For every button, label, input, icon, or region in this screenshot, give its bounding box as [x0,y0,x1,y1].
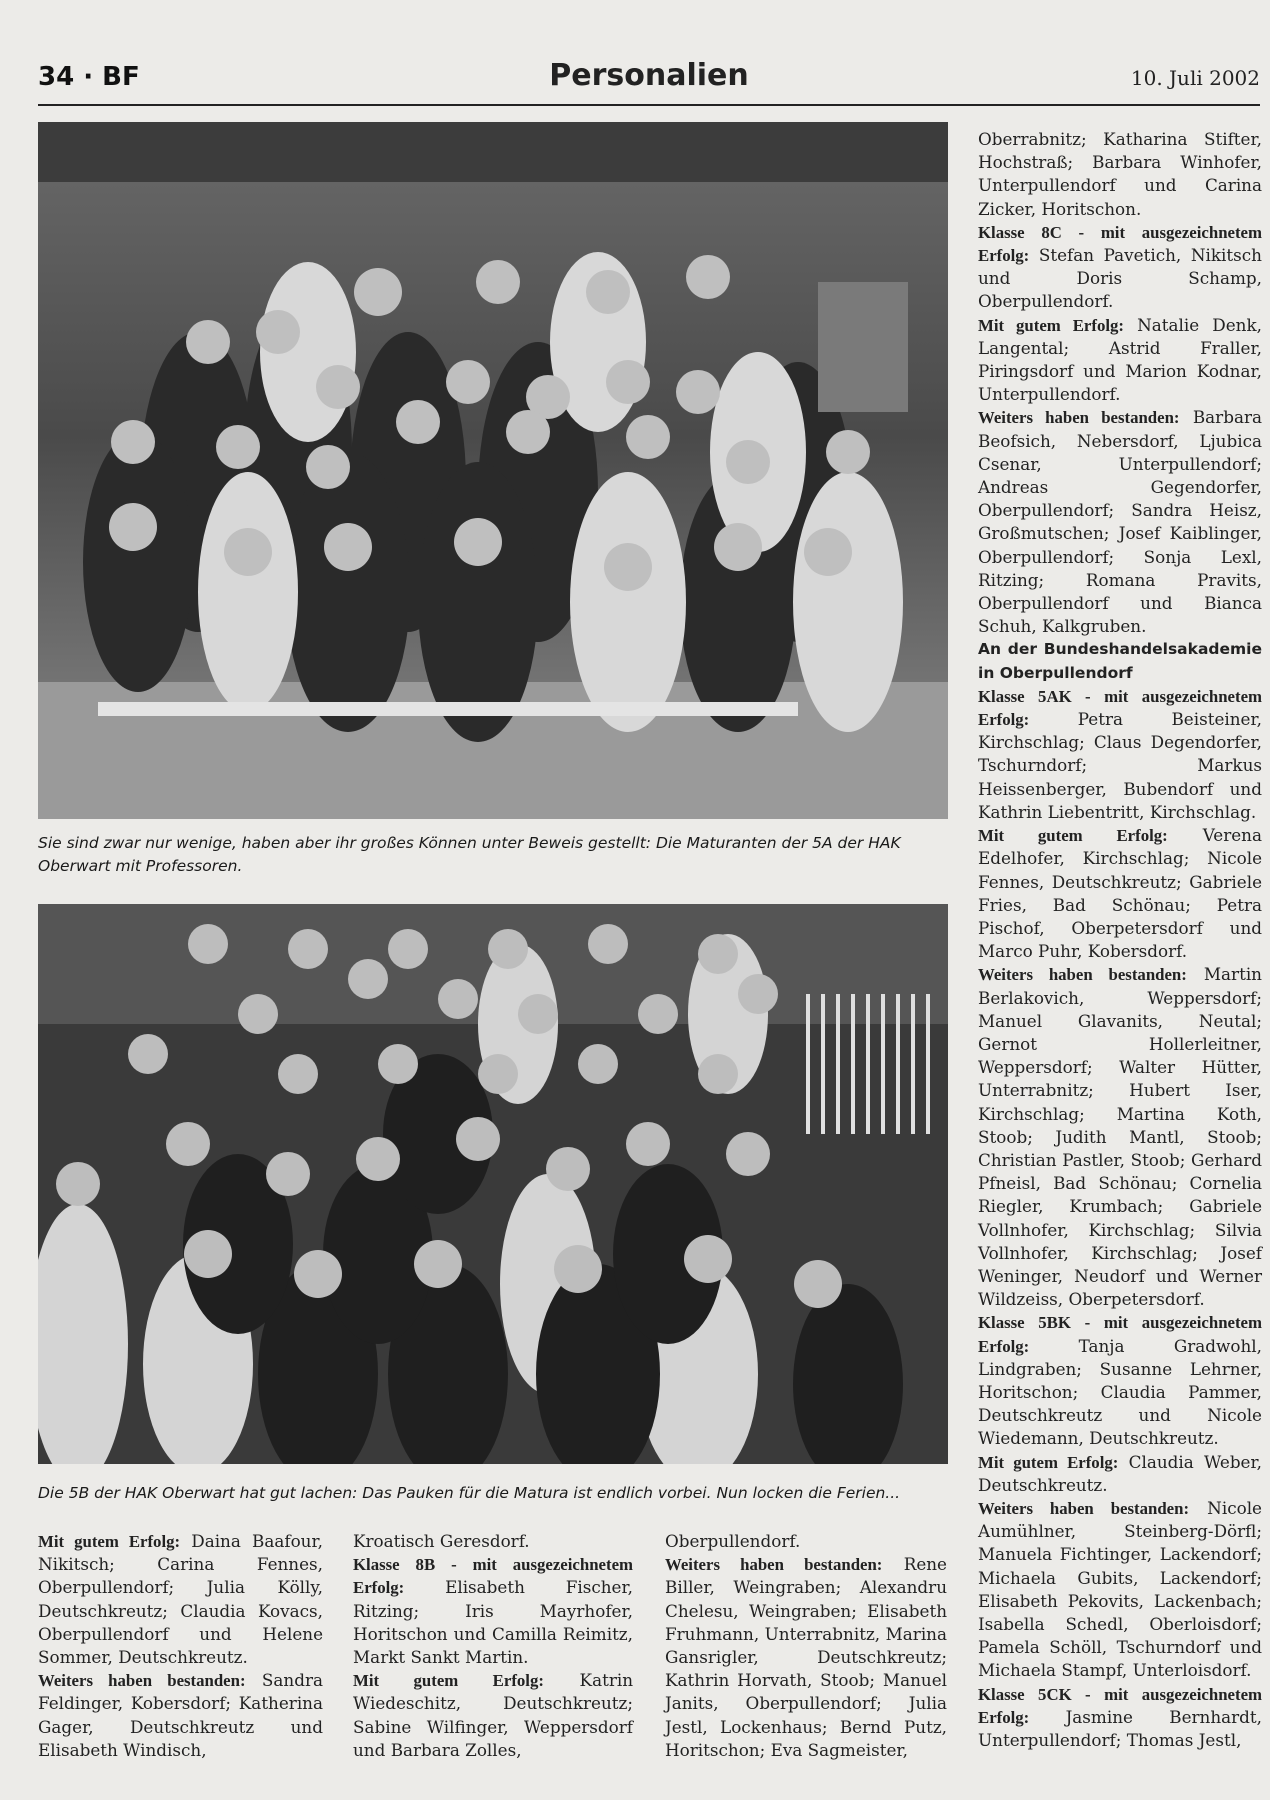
class-photo-5b [38,904,948,1464]
article-column-bottom-3 [665,1530,947,1762]
page-number: 34 · BF [38,62,140,92]
section-title: Personalien [549,58,749,93]
label-klasse-8c: Klasse 8C - mit ausgezeichnetem Erfolg: [978,222,1262,266]
text-gutem-erfolg-c1: Daina Baafour, Nikitsch; Carina Fennes, Oberpullendorf; Julia Kölly, Deutschkreutz; Claudia Kovacs, Oberpullendorf und Helene Sommer, Deutschkreutz. [38,1531,323,1668]
text-c2-p1: Kroatisch Geresdorf. [353,1531,530,1551]
text-5bk-weiters: Nicole Aumühlner, Steinberg-Dörfl; Manuela Fichtinger, Lackendorf; Michaela Gubits, Lackendorf; Elisabeth Pekovits, Lackenbach; Isabella Schedl, Oberloisdorf; Pamela Schöll, Tschurndorf und Michaela Stampf, Unterloisdorf. [978,1497,1262,1681]
label-klasse-5bk: Klasse 5BK - mit ausgezeichnetem Erfolg: [978,1313,1262,1356]
label-5ak-weiters: Weiters haben bestanden: [978,965,1187,985]
text-klasse-8c: Stefan Pavetich, Nikitsch und Doris Schamp, Oberpullendorf. [978,245,1262,312]
photo-caption-top: Sie sind zwar nur wenige, haben aber ihr großes Können unter Beweis gestellt: Die Maturanten der 5A der HAK Oberwart mit Professoren. [38,834,901,875]
label-5ak-gutem: Mit gutem Erfolg: [978,826,1168,846]
label-weiters: Weiters haben bestanden: [978,408,1180,428]
text-5bk-gutem: Claudia Weber, Deutschkreutz. [978,1451,1262,1495]
label-gutem-erfolg-c1: Mit gutem Erfolg: [38,1532,181,1551]
text-weiters: Barbara Beofsich, Nebersdorf, Ljubica Csenar, Unterpullendorf; Andreas Gegendorfer, Oberpullendorf; Sandra Heisz, Großmutschen; Josef Kaiblinger, Oberpullendorf; Sonja Lexl, Ritzing; Romana Pravits, Oberpullendorf und Bianca Schuh, Kalkgruben. [978,407,1262,637]
label-weiters-c1: Weiters haben bestanden: [38,1671,246,1691]
label-gutem-erfolg: Mit gutem Erfolg: [978,315,1124,335]
text-gutem-erfolg: Natalie Denk, Langental; Astrid Fraller, Piringsdorf und Marion Kodnar, Unterpullendorf. [978,314,1262,405]
class-photo-5a [38,122,948,819]
text-klasse-8b: Elisabeth Fischer, Ritzing; Iris Mayrhofer, Horitschon und Camilla Reimitz, Markt Sankt Martin. [353,1577,633,1668]
text-klasse-5ck: Jasmine Bernhardt, Unterpullendorf; Thomas Jestl, [978,1706,1262,1751]
text-c3-p1: Oberpullendorf. [665,1531,801,1551]
label-5bk-weiters: Weiters haben bestanden: [978,1498,1190,1518]
text-5ak-gutem: Verena Edelhofer, Kirchschlag; Nicole Fennes, Deutschkreutz; Gabriele Fries, Bad Schönau; Petra Pischof, Oberpetersdorf und Marco Puhr, Kobersdorf. [978,825,1262,962]
article-column-bottom-1 [38,1530,323,1762]
photo-caption-bottom: Die 5B der HAK Oberwart hat gut lachen: Das Pauken für die Matura ist endlich vorbei. Nun locken die Ferien... [38,1484,901,1502]
text-5ak-weiters: Martin Berlakovich, Weppersdorf; Manuel Glavanits, Neutal; Gernot Hollerleitner, Weppersdorf; Walter Hütter, Unterrabnitz; Hubert Iser, Kirchschlag; Martina Koth, Stoob; Judith Mantl, Stoob; Christian Pastler, Stoob; Gerhard Pfneisl, Bad Schönau; Cornelia Riegler, Krumbach; Gabriele Vollnhofer, Kirchschlag; Silvia Vollnhofer, Kirchschlag; Josef Weninger, Neudorf und Werner Wildzeiss, Oberpetersdorf. [978,964,1262,1310]
label-klasse-5ak: Klasse 5AK - mit ausgezeichnetem Erfolg: [978,686,1262,730]
text-weiters-c1: Sandra Feldinger, Kobersdorf; Katherina Gager, Deutschkreutz und Elisabeth Windisch, [38,1670,323,1760]
label-8b-gutem: Mit gutem Erfolg: [353,1671,544,1691]
text-klasse-5ak: Petra Beisteiner, Kirchschlag; Claus Degendorfer, Tschurndorf; Markus Heissenberger, Bubendorf und Kathrin Liebentritt, Kirchschlag. [978,709,1262,822]
text-p1: Oberrabnitz; Katharina Stifter, Hochstraß; Barbara Winhofer, Unterpullendorf und Carina Zicker, Horitschon. [978,129,1262,219]
article-column-right [978,128,1262,1752]
subheading-bhak: An der Bundeshandelsakademie in Oberpullendorf [978,640,1262,682]
label-klasse-8b: Klasse 8B - mit ausgezeichnetem Erfolg: [353,1555,633,1598]
header-rule [38,104,1260,106]
page-header [38,58,1260,102]
text-klasse-5bk: Tanja Gradwohl, Lindgraben; Susanne Lehrner, Horitschon; Claudia Pammer, Deutschkreutz und Nicole Wiedemann, Deutschkreutz. [978,1335,1262,1449]
issue-date: 10. Juli 2002 [1130,66,1260,90]
label-klasse-5ck: Klasse 5CK - mit ausgezeichnetem Erfolg: [978,1684,1262,1727]
label-8b-weiters: Weiters haben bestanden: [665,1555,883,1575]
label-5bk-gutem: Mit gutem Erfolg: [978,1452,1119,1472]
text-8b-weiters: Rene Biller, Weingraben; Alexandru Chelesu, Weingraben; Elisabeth Fruhmann, Unterrabnitz, Marina Gansrigler, Deutschkreutz; Kathrin Horvath, Stoob; Manuel Janits, Oberpullendorf; Julia Jestl, Lockenhaus; Bernd Putz, Horitschon; Eva Sagmeister, [665,1554,947,1760]
text-8b-gutem: Katrin Wiedeschitz, Deutschkreutz; Sabine Wilfinger, Weppersdorf und Barbara Zolles, [353,1670,634,1760]
article-column-bottom-2 [353,1530,633,1762]
